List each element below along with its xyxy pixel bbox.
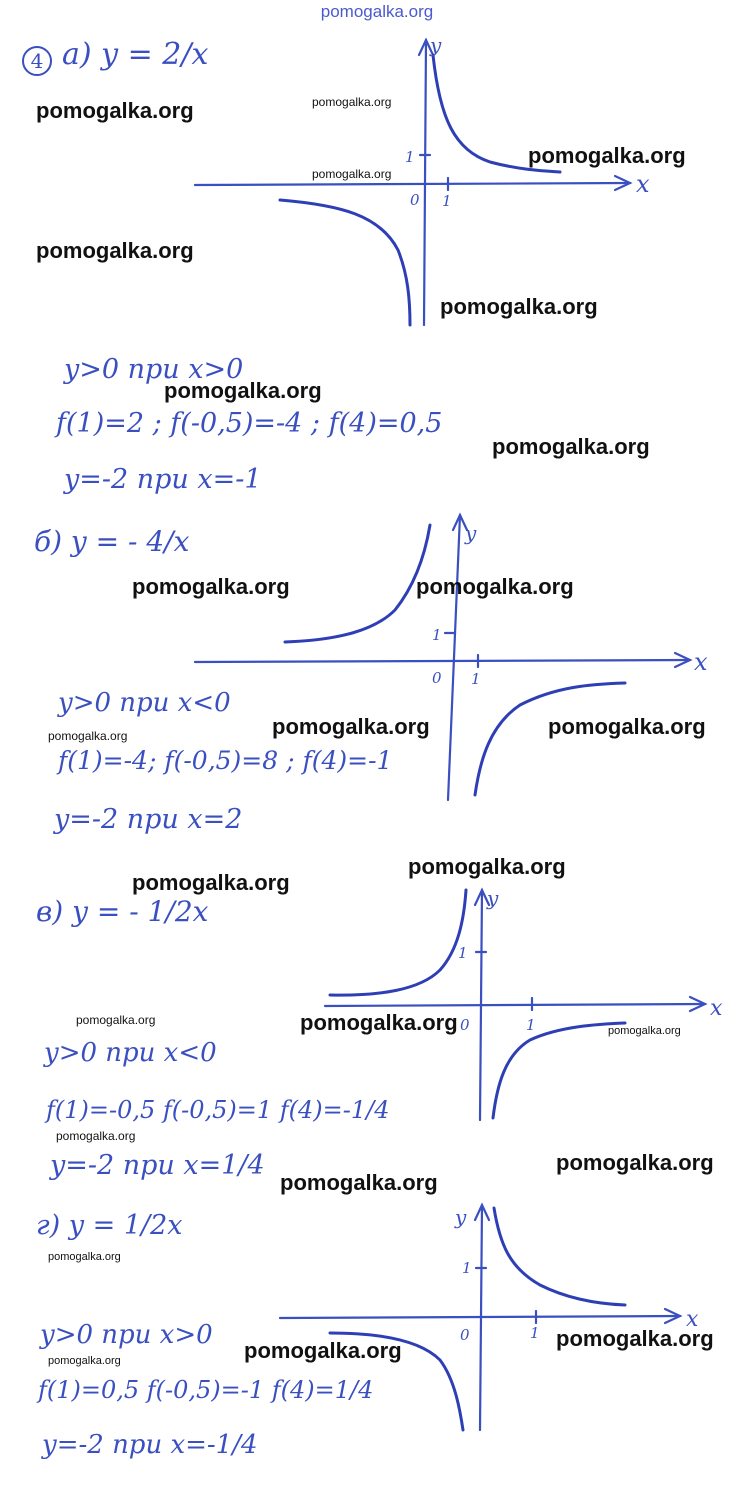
- graph-d-y-label: y: [455, 1205, 467, 1229]
- section-b-note-1: y>0 при x<0: [58, 688, 231, 718]
- section-c-note-3: y=-2 при x=1/4: [50, 1150, 265, 1181]
- watermark: pomogalka.org: [416, 574, 574, 599]
- watermark: pomogalka.org: [492, 434, 650, 459]
- section-c-formula: y = - 1/2x: [72, 895, 209, 928]
- section-d-label: г): [36, 1210, 61, 1241]
- graph-a: [195, 33, 650, 325]
- graph-d-unit-y: 1: [462, 1259, 472, 1277]
- section-d-note-1: y>0 при x>0: [40, 1320, 213, 1350]
- watermark: pomogalka.org: [132, 574, 290, 599]
- section-a-label: а): [62, 37, 92, 72]
- graph-c-x-label: x: [710, 996, 723, 1021]
- watermark: pomogalka.org: [548, 714, 706, 739]
- section-a-note-3: y=-2 при x=-1: [64, 464, 262, 495]
- watermark: pomogalka.org: [440, 294, 598, 319]
- section-b-label: б): [34, 525, 63, 558]
- graph-d-x-label: x: [686, 1307, 699, 1332]
- watermark: pomogalka.org: [300, 1010, 458, 1035]
- graph-c-branch-positive: [493, 1023, 625, 1118]
- section-c-heading: [36, 895, 209, 928]
- graph-c-origin: 0: [460, 1016, 470, 1034]
- graph-a-y-axis: [424, 40, 426, 325]
- graph-a-unit-x: 1: [442, 192, 452, 210]
- watermark: pomogalka.org: [556, 1326, 714, 1351]
- section-d-note-3: y=-2 при x=-1/4: [42, 1430, 258, 1460]
- section-c-label: в): [36, 895, 64, 928]
- graph-b-unit-y: 1: [432, 626, 442, 644]
- graph-b-unit-x: 1: [471, 670, 481, 688]
- section-b-formula: y = - 4/x: [70, 525, 190, 558]
- graph-c: [325, 886, 723, 1120]
- watermark: pomogalka.org: [608, 1025, 681, 1037]
- graph-a-branch-negative: [280, 200, 410, 325]
- graph-b-branch-positive: [475, 683, 625, 795]
- graph-b-y-axis: [448, 515, 460, 800]
- watermark: pomogalka.org: [244, 1338, 402, 1363]
- watermark: pomogalka.org: [76, 1013, 156, 1027]
- graph-a-x-axis: [195, 183, 630, 185]
- graph-d-unit-x: 1: [530, 1324, 540, 1342]
- section-a-formula: y = 2/x: [101, 37, 209, 72]
- section-c-note-2: f(1)=-0,5 f(-0,5)=1 f(4)=-1/4: [46, 1096, 390, 1124]
- graph-c-x-axis: [325, 1004, 705, 1006]
- watermark: pomogalka.org: [48, 1251, 121, 1263]
- section-d-note-2: f(1)=0,5 f(-0,5)=-1 f(4)=1/4: [38, 1376, 374, 1404]
- graph-d-branch-positive: [494, 1208, 625, 1305]
- site-header-watermark: pomogalka.org: [320, 2, 434, 21]
- graph-b-y-label: y: [465, 521, 477, 545]
- section-d-formula: y = 1/2x: [68, 1210, 183, 1241]
- watermark: pomogalka.org: [36, 98, 194, 123]
- watermark: pomogalka.org: [132, 870, 290, 895]
- section-b-note-2: f(1)=-4; f(-0,5)=8 ; f(4)=-1: [58, 746, 393, 775]
- task-number-circle: 4: [22, 44, 52, 76]
- watermark: pomogalka.org: [36, 238, 194, 263]
- watermark: pomogalka.org: [408, 854, 566, 879]
- graph-a-origin: 0: [410, 191, 420, 209]
- graph-c-y-label: y: [487, 886, 499, 910]
- graph-d-origin: 0: [460, 1326, 470, 1344]
- graph-b-x-label: x: [694, 648, 708, 676]
- graph-b-x-axis: [195, 660, 690, 662]
- section-a-heading: [62, 37, 209, 72]
- graph-d-y-axis: [480, 1205, 482, 1430]
- graph-b-origin: 0: [432, 669, 442, 687]
- section-d-heading: [36, 1212, 183, 1239]
- graph-a-unit-y: 1: [405, 148, 415, 166]
- watermark: pomogalka.org: [48, 729, 128, 743]
- graph-b-branch-negative: [285, 525, 430, 642]
- watermark: pomogalka.org: [48, 1355, 121, 1367]
- graph-c-unit-x: 1: [526, 1016, 536, 1034]
- graph-a-y-label: y: [430, 33, 442, 57]
- section-b-note-3: y=-2 при x=2: [54, 804, 243, 835]
- watermark: pomogalka.org: [556, 1150, 714, 1175]
- section-b-heading: [34, 525, 190, 558]
- watermark: pomogalka.org: [56, 1129, 136, 1143]
- watermark: pomogalka.org: [312, 95, 392, 109]
- watermark: pomogalka.org: [528, 143, 686, 168]
- graph-a-x-label: x: [636, 170, 650, 198]
- graph-c-branch-negative: [330, 890, 466, 995]
- watermark: pomogalka.org: [280, 1170, 438, 1195]
- watermark: pomogalka.org: [312, 167, 392, 181]
- section-a-note-1: y>0 при x>0: [64, 354, 244, 385]
- graph-c-unit-y: 1: [458, 944, 468, 962]
- section-c-note-1: y>0 при x<0: [44, 1038, 217, 1068]
- section-a-note-2: f(1)=2 ; f(-0,5)=-4 ; f(4)=0,5: [56, 408, 443, 439]
- graph-c-y-axis: [480, 890, 482, 1120]
- watermark: pomogalka.org: [272, 714, 430, 739]
- watermark: pomogalka.org: [164, 378, 322, 403]
